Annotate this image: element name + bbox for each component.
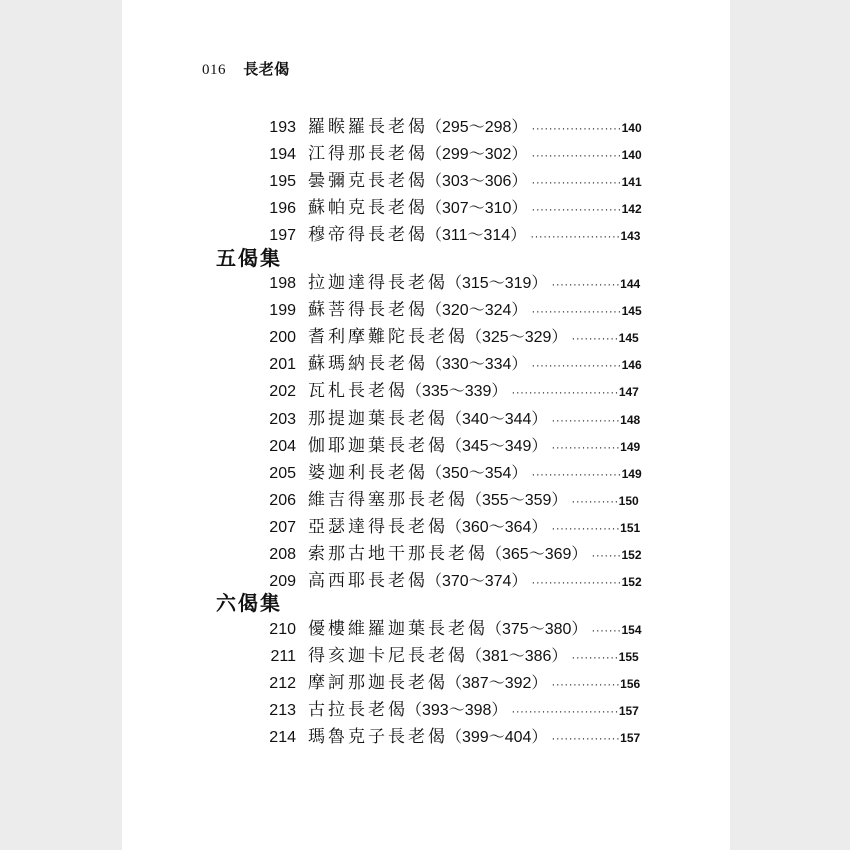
dot-leader: ··········· xyxy=(571,493,619,508)
verse-range: （340～344） xyxy=(446,410,548,428)
toc-entry[interactable] xyxy=(262,539,642,565)
entry-title: 索那古地干那長老偈 xyxy=(308,544,488,564)
dot-leader: ························· xyxy=(511,385,619,400)
entry-title: 羅睺羅長老偈 xyxy=(308,117,428,137)
entry-number: 214 xyxy=(269,729,296,747)
verse-range: （311～314） xyxy=(426,227,527,245)
toc-entry[interactable] xyxy=(262,614,642,640)
verse-range: （350～354） xyxy=(426,464,528,482)
entry-title: 那提迦葉長老偈 xyxy=(308,408,448,429)
entry-number: 211 xyxy=(270,648,296,666)
dot-leader: ····················· xyxy=(531,202,622,217)
dot-leader: ················ xyxy=(551,277,621,291)
dot-leader: ····················· xyxy=(531,121,622,135)
entry-number: 210 xyxy=(269,621,296,638)
toc-entry[interactable] xyxy=(262,322,639,348)
book-title: 長老偈 xyxy=(243,60,290,78)
toc-entry[interactable] xyxy=(262,193,642,219)
toc-entry[interactable] xyxy=(262,458,642,484)
entry-title: 婆迦利長老偈 xyxy=(308,462,428,483)
dot-leader: ················ xyxy=(551,731,621,746)
page-reference: 140 xyxy=(621,121,642,135)
verse-range: （295～298） xyxy=(426,119,528,136)
running-header xyxy=(202,58,290,79)
entry-title: 耆利摩難陀長老偈 xyxy=(308,327,468,348)
entry-title: 拉迦達得長老偈 xyxy=(308,273,448,293)
entry-number: 195 xyxy=(269,173,296,191)
entry-number: 208 xyxy=(269,546,296,563)
toc-entry[interactable] xyxy=(262,722,640,748)
dot-leader: ················ xyxy=(551,677,621,692)
page-reference: 152 xyxy=(621,548,642,562)
dot-leader: ························· xyxy=(511,704,619,719)
entry-title: 維吉得塞那長老偈 xyxy=(308,489,468,510)
dot-leader: ····················· xyxy=(531,175,622,190)
entry-title: 穆帝得長老偈 xyxy=(308,225,428,246)
page-reference: 156 xyxy=(620,677,641,692)
entry-number: 205 xyxy=(269,464,296,482)
dot-leader: ················ xyxy=(551,412,621,427)
entry-title: 摩訶那迦長老偈 xyxy=(308,673,448,694)
verse-range: （330～334） xyxy=(426,356,528,374)
entry-number: 193 xyxy=(269,119,296,136)
page-reference: 141 xyxy=(621,175,642,190)
page-reference: 150 xyxy=(618,493,639,508)
entry-title: 優樓維羅迦葉長老偈 xyxy=(308,619,488,639)
entry-title: 曇彌克長老偈 xyxy=(308,171,428,192)
toc-entry[interactable] xyxy=(262,166,642,192)
verse-range: （325～329） xyxy=(466,329,568,347)
page-reference: 151 xyxy=(620,520,641,535)
verse-range: （393～398） xyxy=(406,702,508,720)
dot-leader: ····················· xyxy=(531,358,622,373)
dot-leader: ················ xyxy=(551,520,621,535)
page-reference: 154 xyxy=(621,623,642,637)
verse-range: （307～310） xyxy=(426,200,528,218)
dot-leader: ··········· xyxy=(571,331,619,346)
dot-leader: ····················· xyxy=(530,229,621,244)
toc-entry[interactable] xyxy=(262,431,640,457)
toc-entry[interactable] xyxy=(262,112,642,138)
page-reference: 144 xyxy=(620,277,641,291)
verse-range: （387～392） xyxy=(446,675,548,693)
page-reference: 147 xyxy=(618,385,639,400)
verse-range: （381～386） xyxy=(466,648,568,666)
verse-range: （335～339） xyxy=(406,383,508,401)
entry-number: 209 xyxy=(269,573,296,591)
toc-entry[interactable] xyxy=(262,220,640,246)
dot-leader: ····················· xyxy=(531,575,622,590)
toc-entry[interactable] xyxy=(262,139,642,165)
verse-range: （360～364） xyxy=(446,518,548,536)
entry-number: 206 xyxy=(269,491,296,509)
verse-range: （315～319） xyxy=(446,275,548,292)
toc-entry[interactable] xyxy=(262,695,639,721)
page-reference: 145 xyxy=(618,331,639,346)
verse-range: （355～359） xyxy=(466,491,568,509)
toc-entry[interactable] xyxy=(262,404,640,430)
entry-title: 瑪魯克子長老偈 xyxy=(308,727,448,748)
entry-number: 201 xyxy=(269,356,296,374)
page-number: 016 xyxy=(202,62,226,78)
verse-range: （303～306） xyxy=(426,173,528,191)
toc-entry[interactable] xyxy=(262,512,640,538)
verse-range: （365～369） xyxy=(486,546,588,563)
page-reference: 157 xyxy=(620,731,641,746)
entry-number: 202 xyxy=(269,383,296,401)
entry-number: 213 xyxy=(269,702,296,720)
verse-range: （320～324） xyxy=(426,302,528,320)
entry-number: 204 xyxy=(269,437,296,455)
entry-title: 亞瑟達得長老偈 xyxy=(308,516,448,537)
page-reference: 155 xyxy=(618,650,639,665)
verse-range: （375～380） xyxy=(486,621,588,638)
entry-title: 蘇菩得長老偈 xyxy=(308,300,428,321)
page-reference: 149 xyxy=(620,439,641,454)
dot-leader: ··········· xyxy=(571,650,619,665)
entry-title: 高西耶長老偈 xyxy=(308,571,428,592)
toc-entry[interactable] xyxy=(262,295,642,321)
page-reference: 143 xyxy=(620,229,641,244)
entry-title: 蘇瑪納長老偈 xyxy=(308,354,428,375)
entry-number: 203 xyxy=(269,410,296,428)
dot-leader: ················ xyxy=(551,439,621,454)
dot-leader: ····················· xyxy=(531,304,622,319)
page-reference: 140 xyxy=(621,148,642,163)
entry-number: 194 xyxy=(269,146,296,164)
entry-number: 196 xyxy=(269,200,296,218)
toc-entry[interactable] xyxy=(262,641,639,667)
entry-number: 197 xyxy=(269,227,296,245)
page-reference: 145 xyxy=(621,304,642,319)
page-reference: 149 xyxy=(621,466,642,481)
section-title: 五偈集 xyxy=(216,246,282,270)
toc-entry[interactable] xyxy=(262,376,639,402)
dot-leader: ······· xyxy=(591,548,622,562)
toc-entry[interactable] xyxy=(262,485,639,511)
dot-leader: ····················· xyxy=(531,148,622,163)
page-reference: 152 xyxy=(621,575,642,590)
entry-title: 江得那長老偈 xyxy=(308,144,428,165)
toc-entry[interactable] xyxy=(262,668,640,694)
entry-title: 瓦札長老偈 xyxy=(308,381,408,402)
toc-entry[interactable] xyxy=(262,268,640,294)
page-reference: 157 xyxy=(618,704,639,719)
page-reference: 142 xyxy=(621,202,642,217)
verse-range: （370～374） xyxy=(426,573,528,591)
entry-number: 207 xyxy=(269,518,296,536)
page-reference: 148 xyxy=(620,412,641,427)
toc-entry[interactable] xyxy=(262,349,642,375)
verse-range: （399～404） xyxy=(446,729,548,747)
entry-number: 199 xyxy=(269,302,296,320)
entry-title: 古拉長老偈 xyxy=(308,700,408,721)
section-title: 六偈集 xyxy=(216,591,282,615)
verse-range: （345～349） xyxy=(446,437,548,455)
entry-number: 200 xyxy=(269,329,296,347)
page-reference: 146 xyxy=(621,358,642,373)
entry-title: 伽耶迦葉長老偈 xyxy=(308,435,448,456)
verse-range: （299～302） xyxy=(426,146,528,164)
entry-number: 212 xyxy=(269,675,296,693)
dot-leader: ····················· xyxy=(531,466,622,481)
entry-number: 198 xyxy=(269,275,296,292)
toc-entry[interactable] xyxy=(262,566,642,592)
dot-leader: ······· xyxy=(591,623,622,637)
entry-title: 得亥迦卡尼長老偈 xyxy=(308,646,468,667)
entry-title: 蘇帕克長老偈 xyxy=(308,198,428,219)
